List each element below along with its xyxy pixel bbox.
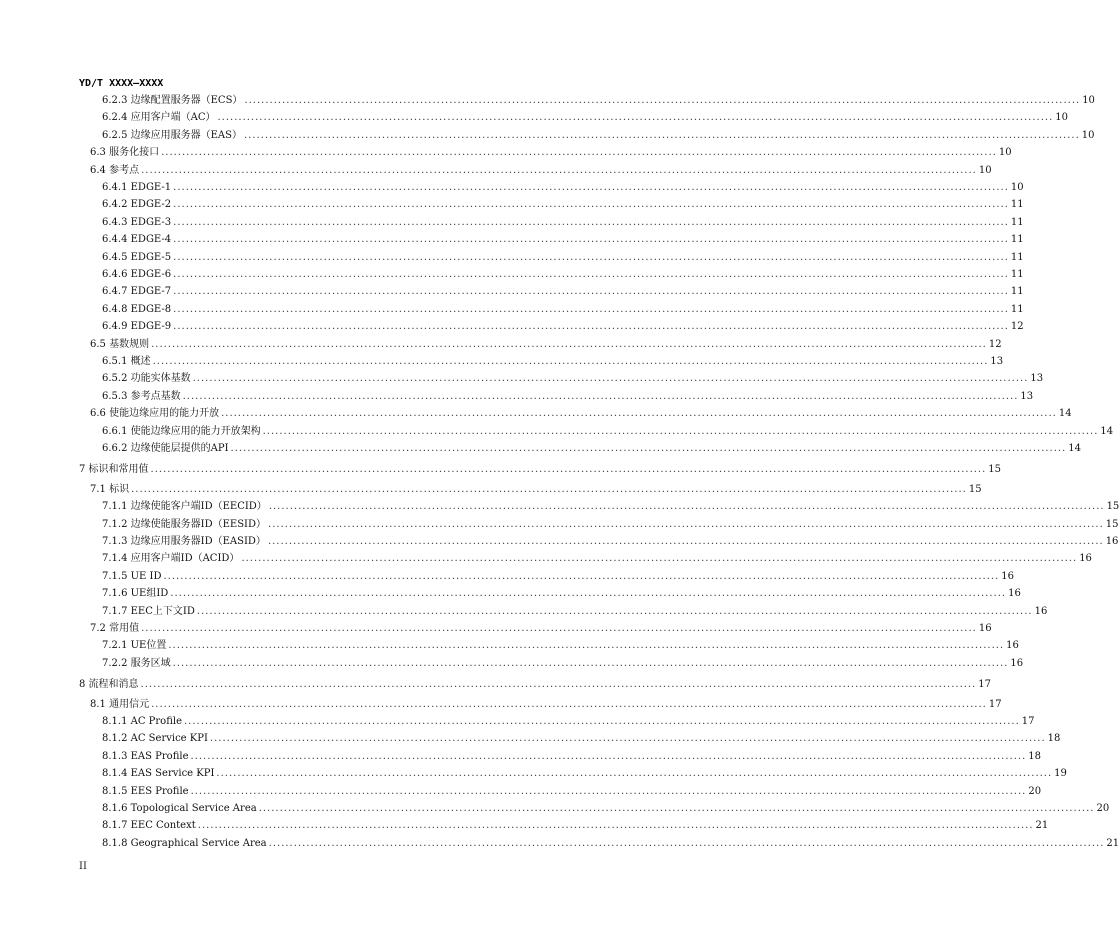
toc-entry-title: 8.1.3 EAS Profile — [102, 750, 189, 762]
toc-entry[interactable] — [0, 714, 1035, 730]
toc-entry[interactable] — [0, 128, 1095, 144]
toc-entry[interactable] — [0, 389, 1034, 405]
toc-entry[interactable] — [0, 586, 1021, 602]
toc-entry-title: 6.2.5 边缘应用服务器（EAS） — [102, 129, 242, 141]
toc-entry[interactable] — [0, 731, 1061, 747]
toc-leader-dots: ........................................................................................................................................................................................................ — [141, 623, 977, 634]
toc-entry-page: 16 — [1105, 536, 1119, 547]
toc-entry-title: 6.6 使能边缘应用的能力开放 — [90, 408, 220, 420]
toc-entry-title: 7.2.2 服务区域 — [102, 657, 171, 669]
toc-entry[interactable] — [0, 482, 982, 498]
toc-leader-dots: ........................................................................................................................................................................................................ — [190, 750, 1027, 762]
toc-entry-title: 6.4.4 EDGE-4 — [102, 234, 172, 246]
toc-entry-title: 6.3 服务化接口 — [90, 147, 160, 159]
toc-leader-dots: ........................................................................................................................................................................................................ — [173, 251, 1009, 263]
toc-entry-title: 7.1.2 边缘使能服务器ID（EESID） — [102, 518, 267, 530]
toc-entry[interactable] — [0, 284, 1024, 300]
toc-entry-title: 7.1.7 EEC上下文ID — [102, 605, 195, 617]
toc-entry[interactable] — [0, 551, 1092, 567]
toc-entry[interactable] — [0, 354, 1004, 370]
toc-leader-dots: ........................................................................................................................................................................................................ — [230, 443, 1067, 454]
toc-entry-page: 10 — [1055, 112, 1068, 124]
toc-entry-page: 16 — [1079, 553, 1092, 565]
toc-entry[interactable] — [0, 302, 1024, 318]
toc-leader-dots: ........................................................................................................................................................................................................ — [151, 698, 987, 710]
toc-entry-page: 11 — [1010, 269, 1024, 280]
toc-leader-dots: ........................................................................................................................................................................................................ — [173, 321, 1009, 333]
toc-entry-page: 18 — [1028, 750, 1041, 762]
toc-entry-page: 15 — [1106, 501, 1119, 513]
toc-leader-dots: ........................................................................................................................................................................................................ — [173, 234, 1009, 246]
toc-entry-page: 11 — [1010, 234, 1024, 246]
toc-entry[interactable] — [0, 371, 1044, 387]
toc-leader-dots: ........................................................................................................................................................................................................ — [163, 570, 1000, 582]
toc-leader-dots: ........................................................................................................................................................................................................ — [209, 733, 1046, 745]
toc-entry-page: 10 — [1010, 182, 1024, 193]
toc-entry-title: 6.6.1 使能边缘应用的能力开放架构 — [102, 425, 261, 437]
toc-leader-dots: ........................................................................................................................................................................................................ — [173, 216, 1009, 228]
toc-entry[interactable] — [0, 406, 1072, 422]
toc-entry-title: 7.1.6 UE组ID — [102, 588, 169, 600]
toc-entry[interactable] — [0, 250, 1024, 266]
toc-entry-title: 6.4.6 EDGE-6 — [102, 269, 172, 280]
toc-entry-title: 6.5.2 功能实体基数 — [102, 373, 191, 385]
toc-entry[interactable] — [0, 499, 1119, 515]
toc-entry-title: 8.1.5 EES Profile — [102, 785, 189, 797]
toc-entry-page: 13 — [1020, 390, 1034, 402]
toc-entry[interactable] — [0, 180, 1024, 196]
toc-leader-dots: ........................................................................................................................................................................................................ — [217, 112, 1054, 124]
toc-entry-page: 10 — [1081, 129, 1095, 141]
toc-entry-page: 16 — [1034, 605, 1048, 617]
document-header: YD/T XXXX—XXXX — [79, 78, 164, 89]
toc-entry-page: 14 — [1068, 443, 1082, 454]
toc-entry-page: 11 — [1010, 286, 1024, 298]
toc-entry-title: 6.4.7 EDGE-7 — [102, 286, 172, 298]
toc-leader-dots: ........................................................................................................................................................................................................ — [173, 182, 1009, 193]
toc-entry[interactable] — [0, 462, 1002, 478]
toc-leader-dots: ........................................................................................................................................................................................................ — [244, 129, 1080, 141]
toc-entry[interactable] — [0, 197, 1024, 213]
toc-entry-page: 19 — [1054, 768, 1067, 780]
toc-entry-page: 15 — [968, 483, 982, 495]
toc-leader-dots: ........................................................................................................................................................................................................ — [244, 95, 1081, 106]
toc-entry-page: 21 — [1106, 837, 1119, 849]
toc-entry-page: 14 — [1100, 425, 1114, 437]
toc-leader-dots: ........................................................................................................................................................................................................ — [168, 640, 1005, 652]
toc-entry-page: 14 — [1058, 408, 1072, 420]
toc-leader-dots: ........................................................................................................................................................................................................ — [268, 518, 1104, 530]
toc-entry-title: 7.2 常用值 — [90, 623, 140, 634]
toc-entry-title: 8.1.4 EAS Service KPI — [102, 768, 215, 780]
toc-entry-page: 12 — [1010, 321, 1024, 333]
toc-leader-dots: ........................................................................................................................................................................................................ — [182, 390, 1019, 402]
toc-leader-dots: ........................................................................................................................................................................................................ — [151, 338, 987, 350]
toc-entry-title: 7.1.5 UE ID — [102, 570, 162, 582]
toc-entry[interactable] — [0, 656, 1024, 672]
toc-leader-dots: ........................................................................................................................................................................................................ — [267, 536, 1104, 547]
toc-leader-dots: ........................................................................................................................................................................................................ — [258, 803, 1095, 814]
toc-entry-page: 20 — [1028, 785, 1042, 797]
toc-leader-dots: ........................................................................................................................................................................................................ — [192, 373, 1029, 385]
toc-entry-page: 12 — [988, 338, 1002, 350]
toc-entry[interactable] — [0, 441, 1082, 457]
toc-entry[interactable] — [0, 93, 1095, 109]
toc-leader-dots: ........................................................................................................................................................................................................ — [172, 657, 1009, 669]
toc-entry-page: 17 — [978, 679, 992, 691]
toc-leader-dots: ........................................................................................................................................................................................................ — [196, 605, 1033, 617]
toc-leader-dots: ........................................................................................................................................................................................................ — [190, 785, 1027, 797]
toc-leader-dots: ........................................................................................................................................................................................................ — [173, 303, 1009, 315]
toc-leader-dots: ........................................................................................................................................................................................................ — [161, 147, 997, 159]
toc-entry-page: 18 — [1047, 733, 1061, 745]
toc-entry-title: 8 流程和消息 — [79, 679, 139, 691]
toc-entry-title: 8.1.8 Geographical Service Area — [102, 837, 267, 849]
toc-entry-page: 10 — [978, 164, 992, 176]
toc-entry-page: 15 — [988, 464, 1002, 476]
toc-entry[interactable] — [0, 517, 1119, 533]
toc-entry-title: 6.2.4 应用客户端（AC） — [102, 112, 216, 124]
toc-entry[interactable] — [0, 818, 1049, 834]
toc-entry[interactable] — [0, 569, 1014, 585]
toc-entry[interactable] — [0, 604, 1048, 620]
toc-entry-title: 7.1.1 边缘使能客户端ID（EECID） — [102, 501, 267, 513]
toc-entry-title: 8.1.2 AC Service KPI — [102, 733, 208, 745]
toc-entry[interactable] — [0, 677, 992, 693]
toc-leader-dots: ........................................................................................................................................................................................................ — [268, 837, 1105, 849]
toc-entry-title: 6.6.2 边缘使能层提供的API — [102, 443, 229, 454]
toc-entry-title: 7.2.1 UE位置 — [102, 640, 167, 652]
toc-leader-dots: ........................................................................................................................................................................................................ — [141, 164, 977, 176]
toc-leader-dots: ........................................................................................................................................................................................................ — [152, 356, 989, 367]
toc-entry-title: 6.4.5 EDGE-5 — [102, 251, 172, 263]
toc-leader-dots: ........................................................................................................................................................................................................ — [216, 768, 1053, 780]
toc-entry[interactable] — [0, 424, 1114, 440]
toc-leader-dots: ........................................................................................................................................................................................................ — [173, 286, 1009, 298]
toc-leader-dots: ........................................................................................................................................................................................................ — [170, 588, 1007, 600]
toc-entry[interactable] — [0, 319, 1024, 335]
toc-entry[interactable] — [0, 836, 1119, 852]
toc-leader-dots: ........................................................................................................................................................................................................ — [268, 501, 1105, 513]
toc-entry[interactable] — [0, 534, 1119, 550]
toc-leader-dots: ........................................................................................................................................................................................................ — [221, 408, 1057, 420]
toc-entry[interactable] — [0, 337, 1002, 353]
toc-entry-title: 8.1.1 AC Profile — [102, 716, 182, 727]
toc-entry-title: 7.1 标识 — [90, 483, 130, 495]
toc-leader-dots: ........................................................................................................................................................................................................ — [131, 483, 967, 495]
toc-leader-dots: ........................................................................................................................................................................................................ — [140, 679, 977, 691]
toc-entry-page: 10 — [1082, 95, 1095, 106]
toc-entry[interactable] — [0, 215, 1024, 231]
toc-leader-dots: ........................................................................................................................................................................................................ — [173, 199, 1009, 211]
toc-entry-title: 6.4.2 EDGE-2 — [102, 199, 172, 211]
toc-entry[interactable] — [0, 749, 1041, 765]
toc-leader-dots: ........................................................................................................................................................................................................ — [262, 425, 1099, 437]
toc-entry[interactable] — [0, 110, 1068, 126]
toc-entry[interactable] — [0, 638, 1019, 654]
toc-entry-page: 11 — [1010, 251, 1024, 263]
toc-entry-title: 6.4 参考点 — [90, 164, 140, 176]
toc-entry-page: 16 — [978, 623, 992, 634]
toc-entry-title: 6.4.3 EDGE-3 — [102, 216, 172, 228]
toc-entry-title: 8.1 通用信元 — [90, 698, 150, 710]
toc-leader-dots: ........................................................................................................................................................................................................ — [184, 716, 1020, 727]
toc-entry-title: 7.1.3 边缘应用服务器ID（EASID） — [102, 536, 266, 547]
toc-entry[interactable] — [0, 801, 1110, 817]
toc-entry-page: 21 — [1035, 820, 1049, 832]
toc-entry-page: 16 — [1008, 588, 1021, 600]
toc-entry-title: 6.5.1 概述 — [102, 356, 151, 367]
toc-entry[interactable] — [0, 163, 992, 179]
toc-entry[interactable] — [0, 784, 1042, 800]
toc-leader-dots: ........................................................................................................................................................................................................ — [173, 269, 1009, 280]
toc-entry-page: 15 — [1105, 518, 1119, 530]
toc-entry-page: 13 — [1030, 373, 1044, 385]
toc-entry-title: 7 标识和常用值 — [79, 464, 149, 476]
toc-entry-page: 16 — [1001, 570, 1014, 582]
toc-entry-page: 11 — [1010, 199, 1024, 211]
toc-entry-title: 6.5 基数规则 — [90, 338, 150, 350]
toc-entry-page: 11 — [1010, 216, 1024, 228]
toc-entry-title: 8.1.7 EEC Context — [102, 820, 196, 832]
toc-entry-title: 6.2.3 边缘配置服务器（ECS） — [102, 95, 243, 106]
toc-entry-title: 8.1.6 Topological Service Area — [102, 803, 257, 814]
toc-leader-dots: ........................................................................................................................................................................................................ — [241, 553, 1078, 565]
toc-entry[interactable] — [0, 697, 1002, 713]
toc-entry-page: 17 — [988, 698, 1002, 710]
toc-entry-page: 10 — [998, 147, 1012, 159]
toc-entry-page: 13 — [990, 356, 1004, 367]
toc-entry-title: 7.1.4 应用客户端ID（ACID） — [102, 553, 240, 565]
toc-entry[interactable] — [0, 766, 1067, 782]
toc-entry[interactable] — [0, 232, 1024, 248]
page-number-footer: II — [79, 861, 87, 872]
toc-entry-title: 6.4.8 EDGE-8 — [102, 303, 172, 315]
toc-entry-title: 6.4.1 EDGE-1 — [102, 182, 172, 193]
toc-entry-page: 17 — [1021, 716, 1035, 727]
toc-entry-page: 16 — [1010, 657, 1024, 669]
toc-leader-dots: ........................................................................................................................................................................................................ — [197, 820, 1034, 832]
toc-entry-title: 6.4.9 EDGE-9 — [102, 321, 172, 333]
toc-entry-page: 11 — [1010, 303, 1024, 315]
toc-entry[interactable] — [0, 145, 1012, 161]
toc-entry[interactable] — [0, 621, 992, 637]
toc-entry-page: 16 — [1006, 640, 1019, 652]
toc-entry[interactable] — [0, 267, 1024, 283]
toc-entry-title: 6.5.3 参考点基数 — [102, 390, 181, 402]
toc-leader-dots: ........................................................................................................................................................................................................ — [150, 464, 987, 476]
toc-entry-page: 20 — [1096, 803, 1110, 814]
